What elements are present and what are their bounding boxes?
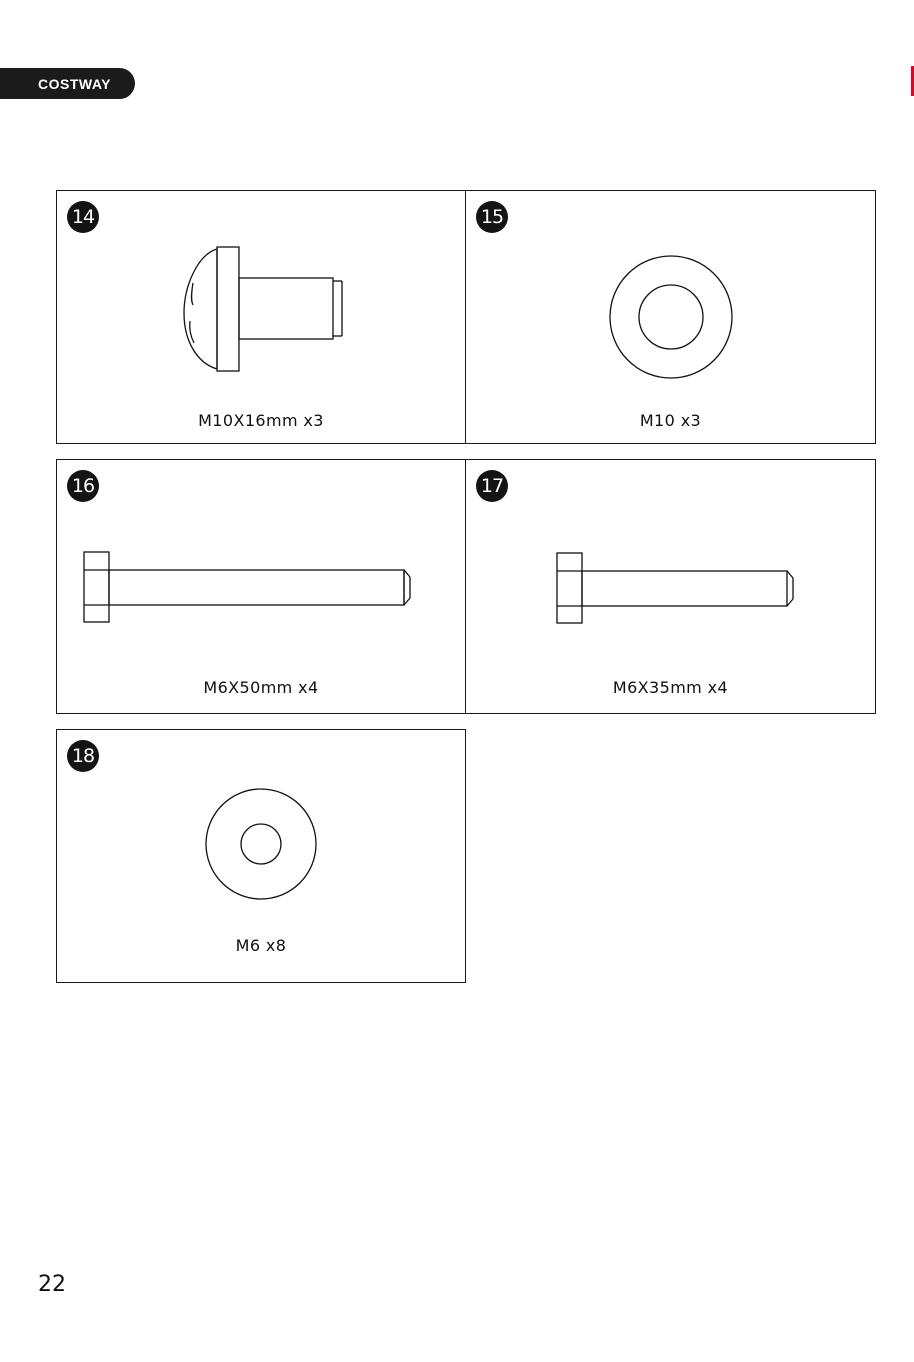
- page-number: 22: [38, 1272, 66, 1297]
- part-label: M6X50mm x4: [203, 678, 319, 697]
- part-number-badge: 16: [67, 470, 99, 502]
- part-number-badge: 14: [67, 201, 99, 233]
- part-panel-18: [56, 729, 466, 983]
- hex-bolt-short-icon: [466, 460, 877, 715]
- hex-bolt-long-icon: [57, 460, 467, 715]
- brand-tab: [0, 68, 135, 99]
- part-panel-17: [465, 459, 876, 714]
- costway-logo: COSTWAY: [38, 75, 111, 92]
- part-number-badge: 17: [476, 470, 508, 502]
- part-label: M6 x8: [235, 936, 287, 955]
- part-label: M10 x3: [639, 411, 702, 430]
- flat-washer-icon: [466, 191, 877, 445]
- part-panel-15: [465, 190, 876, 444]
- pan-head-bolt-icon: [57, 191, 467, 445]
- part-number-badge: 18: [67, 740, 99, 772]
- part-label: M6X35mm x4: [612, 678, 729, 697]
- part-panel-16: [56, 459, 466, 714]
- part-panel-14: [56, 190, 466, 444]
- part-label: M10X16mm x3: [198, 411, 324, 430]
- part-number-badge: 15: [476, 201, 508, 233]
